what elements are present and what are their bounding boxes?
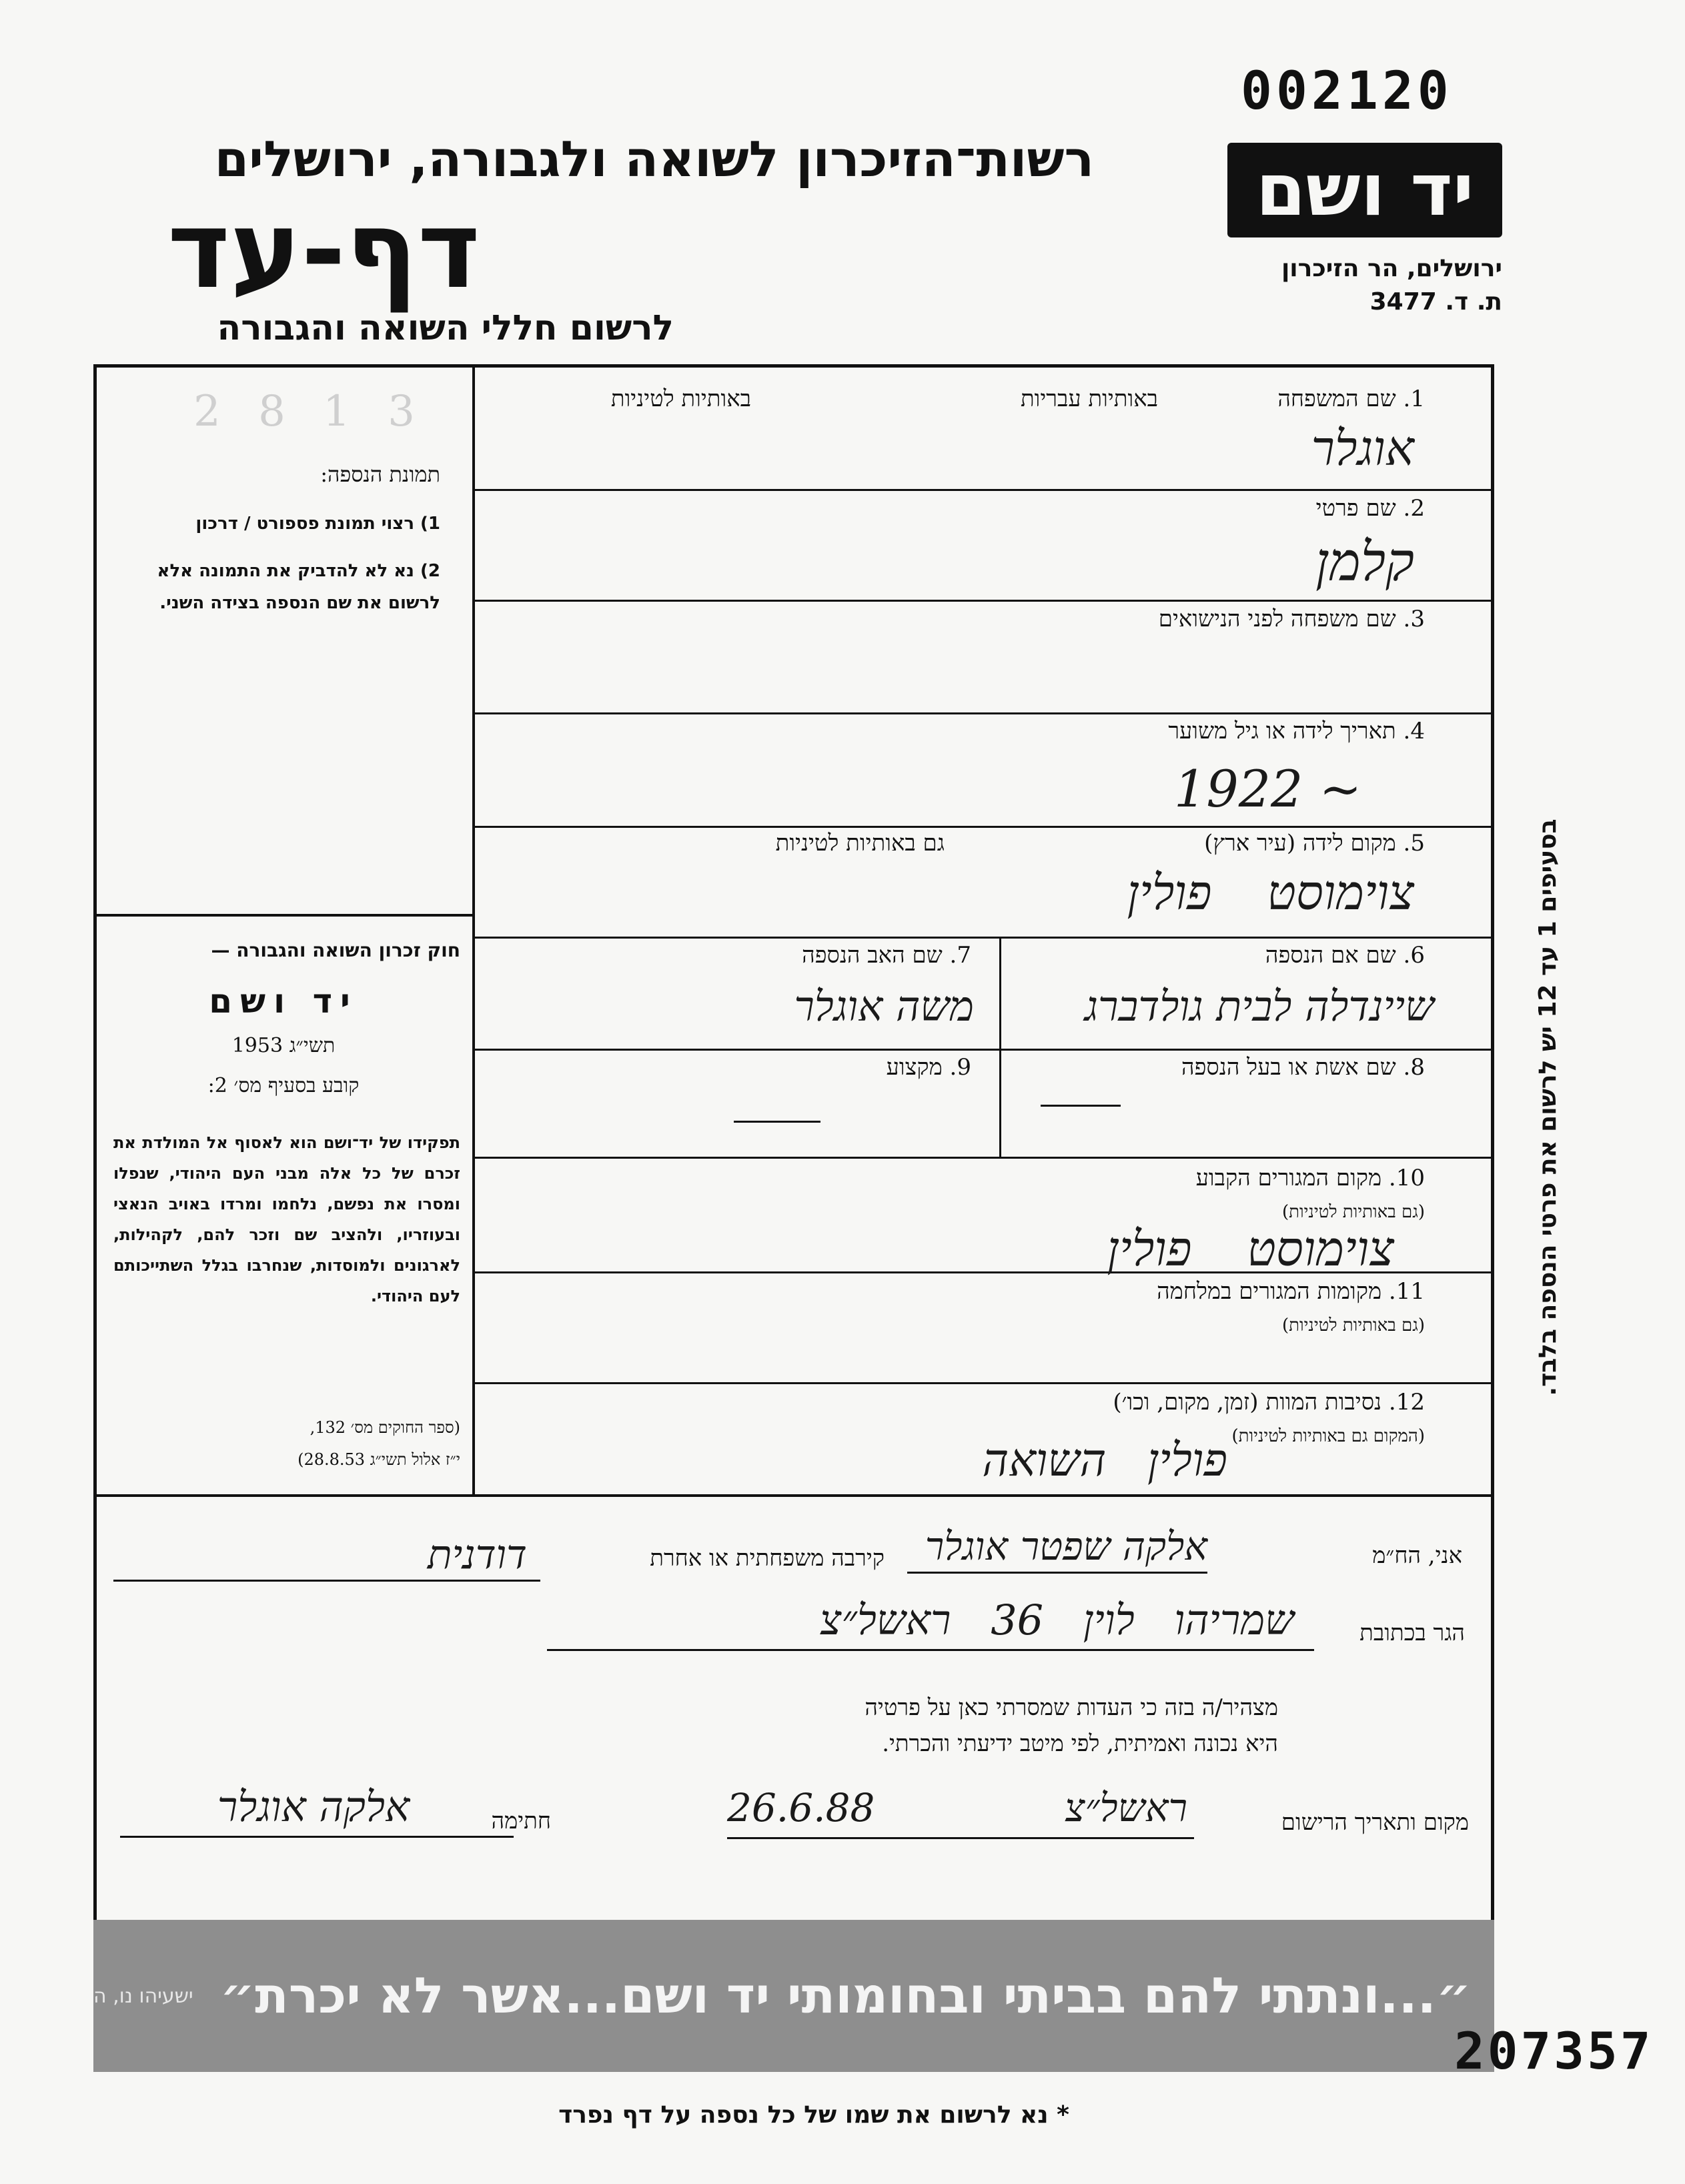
law-body: תפקידו של יד־ושם הוא לאסוף אל המולדת את זכרם של כל אלה מבני העם היהודי, שנפלו ומסרו את נפשם, נלחמו ומרדו באויב הנאצי ובעוזריו, ולהציב שם וזכר להם, לקהילות, לארגונים ולמוסדות, שנחרבו בגלל השתייכותם לעם היהודי.: [113, 1133, 460, 1305]
signature-label: חתימה: [491, 1808, 551, 1834]
relation-value[interactable]: דודנית: [427, 1532, 527, 1578]
yad-vashem-logo: [1227, 143, 1502, 237]
signature-line: [120, 1836, 514, 1838]
law-clause: קובע בסעיף מס׳ 2:: [207, 1074, 360, 1097]
side-instruction: [1528, 747, 1568, 1468]
place-date-label: מקום ותאריך הרישום: [1281, 1809, 1469, 1836]
address-value[interactable]: שמריהו לוין 36 ראשל״צ: [819, 1596, 1294, 1644]
field10-label: 10. מקום המגורים הקבוע: [1195, 1165, 1425, 1191]
relation-label: קירבה משפחתית או אחרת: [650, 1545, 885, 1572]
field3-label: 3. שם משפחה לפני הנישואים: [1158, 606, 1425, 632]
field1-value[interactable]: אוגלר: [1311, 420, 1414, 476]
law-year: תשי״ג 1953: [231, 1034, 336, 1057]
address-line2: ת. ד. 3477: [1369, 288, 1502, 316]
field2-label: 2. שם פרטי: [1315, 495, 1425, 522]
field7-value[interactable]: משה אוגלר: [794, 982, 974, 1031]
photo-law-separator: [93, 914, 474, 917]
row-line: [474, 600, 1494, 602]
field8-dash: [1041, 1105, 1121, 1107]
field5-label: 5. מקום לידה (עיר ארץ): [1204, 830, 1425, 857]
field6-value[interactable]: שיינדלה לבית גולדברג: [1084, 982, 1434, 1031]
logo-text: יד ושם: [1255, 148, 1474, 232]
field9-dash: [734, 1121, 820, 1123]
column-divider: [472, 364, 475, 1494]
field4-label: 4. תאריך לידה או גיל משוער: [1168, 718, 1425, 744]
quote-banner: [93, 1920, 1494, 2072]
field1-latin-header: באותיות לטיניות: [610, 386, 751, 412]
field12-note: (המקום גם באותיות לטיניות): [1231, 1426, 1425, 1446]
law-name: יד ושם: [209, 982, 358, 1021]
form-title: דף-עד: [167, 187, 480, 312]
banner-source: ישעיהו נו, ה: [93, 1984, 193, 2008]
split-line-6-7: [999, 937, 1001, 1157]
law-ref-2: י״ז אלול תשי״ג 28.8.53): [298, 1450, 460, 1469]
place-date-line: [727, 1837, 1194, 1839]
law-ref-1: (ספר החוקים מס׳ 132,: [310, 1418, 460, 1437]
field2-value[interactable]: קלמן: [1315, 531, 1414, 593]
field5-latin-header: גם באותיות לטיניות: [775, 830, 945, 857]
photo-stamp: 2 8 1 3: [193, 387, 427, 436]
place-value[interactable]: ראשל״צ: [1065, 1785, 1187, 1830]
field1-label: 1. שם המשפחה: [1277, 386, 1425, 412]
field11-note: (גם באותיות לטיניות): [1281, 1315, 1425, 1335]
serial-number-top: 002120: [1241, 61, 1453, 121]
declarant-value[interactable]: אלקה שפטר אוגלר: [925, 1524, 1207, 1569]
photo-note-2: 2) נא לא להדביק את התמונה אלא לרשום את שם הנספה בצידה השני.: [157, 561, 440, 613]
field12-label: 12. נסיבות המוות (זמן, מקום, וכו׳): [1113, 1389, 1425, 1416]
side-instruction-text: בסעיפים 1 עד 12 יש לרשום את פרטי הנספה בלבד.: [1534, 818, 1562, 1396]
row-line: [474, 937, 1494, 939]
field6-label: 6. שם אם הנספה: [1265, 942, 1425, 969]
field10-value[interactable]: צוימוסט פולין: [1107, 1221, 1394, 1277]
field4-value[interactable]: 1922 ~: [1174, 759, 1362, 818]
photo-box-title: תמונת הנספה:: [320, 462, 440, 487]
field12-value[interactable]: פולין השואה: [982, 1434, 1227, 1487]
row-line: [474, 489, 1494, 491]
field8-label: 8. שם אשת או בעל הנספה: [1181, 1054, 1425, 1081]
field11-label: 11. מקומות המגורים במלחמה: [1157, 1278, 1425, 1305]
law-heading: חוק זכרון השואה והגבורה —: [211, 939, 460, 961]
declarant-label: אני, הח״מ: [1372, 1542, 1462, 1569]
row-line: [474, 826, 1494, 828]
banner-quote: ״...ונתתי להם בביתי ובחומותי יד ושם...אשר לא יכרת״: [219, 1967, 1472, 2025]
photo-note-1: 1) רצוי תמונת פספורט / דרכון: [195, 514, 440, 534]
date-value[interactable]: 26.6.88: [727, 1785, 875, 1830]
field5-value[interactable]: צוימוסט פולין: [1127, 865, 1414, 921]
declarant-line: [907, 1572, 1207, 1574]
field9-label: 9. מקצוע: [886, 1054, 971, 1081]
address-line: [547, 1649, 1314, 1651]
address-label: הגר בכתובת: [1359, 1620, 1465, 1646]
row-line: [474, 1049, 1494, 1051]
field10-note: (גם באותיות לטיניות): [1281, 1202, 1425, 1222]
row-line: [474, 1382, 1494, 1384]
relation-line: [113, 1580, 540, 1582]
row-line: [474, 712, 1494, 714]
row-line: [93, 1494, 1494, 1497]
form-subtitle: לרשום חללי השואה והגבורה: [217, 308, 674, 348]
authority-name: רשות־הזיכרון לשואה ולגבורה, ירושלים: [214, 131, 1094, 188]
serial-number-bottom: 207357: [1454, 2021, 1654, 2081]
address-line1: ירושלים, הר הזיכרון: [1281, 255, 1502, 282]
footer-note: * נא לרשום את שמו של כל נספה על דף נפרד: [558, 2101, 1069, 2129]
statement-line-2: היא נכונה ואמיתית, לפי מיטב ידיעתי והכרתי.: [882, 1730, 1278, 1757]
signature-value[interactable]: אלקה אוגלר: [217, 1782, 410, 1831]
statement-line-1: מצהיר/ה בזה כי העדות שמסרתי כאן על פרטיה: [865, 1694, 1278, 1721]
field1-hebrew-header: באותיות עבריות: [1020, 386, 1158, 412]
field7-label: 7. שם האב הנספה: [802, 942, 971, 969]
row-line: [474, 1157, 1494, 1159]
